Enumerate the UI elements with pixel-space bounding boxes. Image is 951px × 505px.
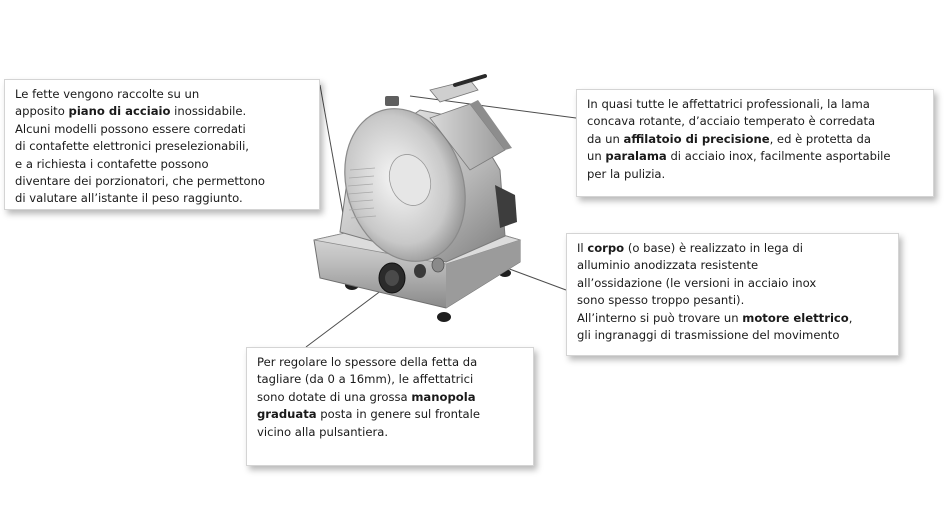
callout-line	[15, 190, 310, 207]
callout-text: alluminio anodizzata resistente	[577, 258, 759, 273]
callout-text: concava rotante, d’acciaio temperato è corredata	[587, 114, 876, 129]
callout-line	[577, 257, 889, 274]
callout-text: Per regolare lo spessore della fetta da	[257, 355, 478, 369]
callout-text: di contafette elettronici preselezionabili,	[15, 139, 249, 154]
callout-line	[15, 138, 310, 155]
callout-line	[577, 310, 889, 327]
callout-text: di valutare all’istante il peso raggiunto.	[15, 191, 243, 206]
callout-line	[257, 424, 524, 441]
callout-emphasis: manopola	[411, 389, 476, 404]
callout-line	[15, 103, 310, 120]
callout-text: , ed è protetta da	[769, 131, 871, 146]
callout-line	[577, 240, 889, 257]
callout-line	[587, 166, 924, 183]
connector-slice-tray	[320, 85, 345, 225]
callout-line	[257, 371, 524, 388]
callout-line	[15, 173, 310, 190]
callout-line	[587, 96, 924, 113]
callout-text: posta in genere sul frontale	[316, 407, 480, 422]
callout-text: un	[587, 149, 606, 164]
callout-body	[566, 233, 899, 356]
callout-text: diventare dei porzionatori, che permettono	[15, 174, 266, 189]
callout-text: tagliare (da 0 a 16mm), le affettatrici	[257, 372, 474, 387]
callout-text: ,	[848, 310, 853, 325]
callout-slice-tray	[4, 79, 320, 210]
callout-line	[587, 148, 924, 165]
callout-line	[577, 292, 889, 309]
callout-line	[15, 86, 310, 103]
callout-text: (o base) è realizzato in lega di	[624, 241, 803, 255]
callout-line	[577, 275, 889, 292]
callout-text: sono spesso troppo pesanti).	[577, 293, 745, 308]
callout-text: sono dotate di una grossa	[257, 389, 412, 404]
callout-text: inossidabile.	[170, 104, 247, 119]
callout-line	[257, 389, 524, 406]
callout-line	[257, 354, 524, 371]
callout-text: da un	[587, 131, 624, 146]
callout-emphasis: affilatoio di precisione	[623, 131, 770, 146]
callout-text: vicino alla pulsantiera.	[257, 424, 389, 439]
callout-text: In quasi tutte le affettatrici professionali, la lama	[587, 97, 870, 111]
callout-thickness-knob	[246, 347, 534, 466]
callout-text: Il	[577, 241, 588, 255]
callout-emphasis: graduata	[257, 407, 317, 422]
callout-line	[587, 113, 924, 130]
callout-text: Alcuni modelli possono essere corredati	[15, 121, 246, 136]
connector-thickness-knob	[306, 290, 382, 347]
slicer-machine-icon	[314, 76, 520, 322]
callout-text: di acciaio inox, facilmente asportabile	[666, 149, 891, 164]
callout-text: gli ingranaggi di trasmissione del movimento	[577, 328, 840, 343]
callout-line	[15, 121, 310, 138]
callout-text: All’interno si può trovare un	[577, 310, 743, 325]
callout-emphasis: corpo	[587, 241, 625, 255]
callout-blade	[576, 89, 934, 197]
callout-line	[15, 156, 310, 173]
callout-line	[577, 327, 889, 344]
callout-line	[257, 406, 524, 423]
callout-emphasis: motore elettrico	[742, 310, 849, 325]
callout-text: per la pulizia.	[587, 166, 666, 181]
callout-line	[587, 131, 924, 148]
callout-emphasis: paralama	[605, 149, 667, 164]
callout-text: e a richiesta i contafette possono	[15, 156, 209, 171]
callout-text: apposito	[15, 104, 69, 119]
callout-emphasis: piano di acciaio	[68, 104, 171, 119]
callout-text: all’ossidazione (le versioni in acciaio inox	[577, 275, 817, 290]
callout-text: Le fette vengono raccolte su un	[15, 87, 200, 101]
